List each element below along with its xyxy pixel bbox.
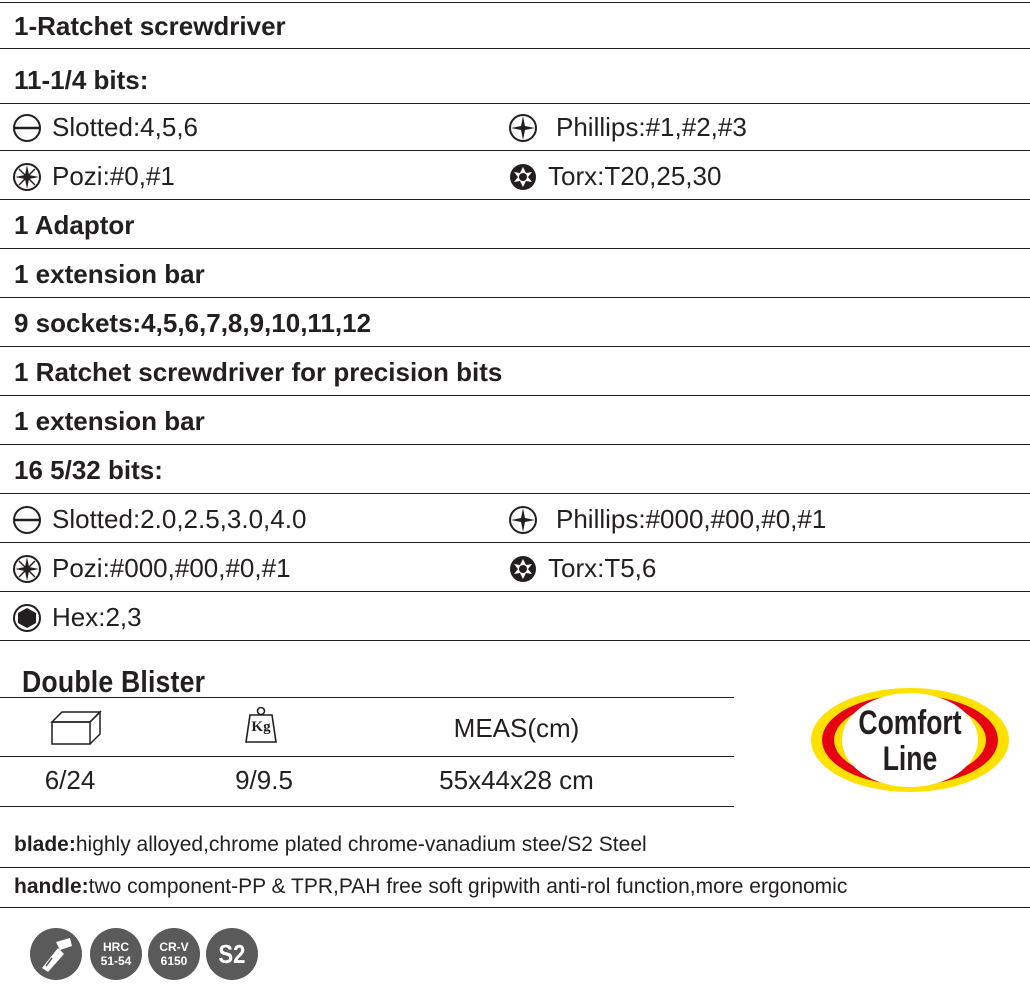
ratchet-label: 1-Ratchet screwdriver [14,11,286,41]
hrc-line2: 51-54 [100,954,132,968]
logo-line1: Comfort [858,704,962,742]
bits2-slotted-text: Slotted:2.0,2.5,3.0,4.0 [52,504,307,534]
handle-label: handle: [14,875,89,898]
row-bits2-b [0,545,1030,592]
bits2-pozi-text: Pozi:#000,#00,#0,#1 [52,553,291,583]
crv-line2: 6150 [160,954,188,968]
bits2-phillips-text: Phillips:#000,#00,#0,#1 [556,504,827,534]
bits2-title: 16 5/32 bits: [14,455,163,485]
carton-icon [50,710,102,746]
hrc-line1: HRC [103,940,129,954]
row-bits2-a [0,496,1030,543]
sockets-label: 9 sockets:4,5,6,7,8,9,10,11,12 [14,308,372,338]
row-ext1 [0,251,1030,298]
bits1-pozi [12,153,175,200]
row-bits1-title [0,57,1030,104]
blade-description [14,833,647,857]
row-adaptor [0,202,1030,249]
blade-label: blade: [14,833,76,856]
bits2-pozi [12,545,291,592]
packaging-divider [0,697,734,698]
ext2-label: 1 extension bar [14,406,205,436]
meas-header: MEAS(cm) [453,713,580,743]
bits1-phillips-text: Phillips:#1,#2,#3 [556,112,747,142]
bits2-phillips [508,496,826,543]
logo-line2: Line [882,740,938,778]
bits1-title: 11-1/4 bits: [14,65,149,95]
row-ext2 [0,398,1030,445]
bits2-torx [508,545,656,592]
bits2-hex-text: Hex:2,3 [52,602,142,632]
bits2-torx-text: Torx:T5,6 [548,553,657,583]
row-bits1-b [0,153,1030,200]
bits2-hex [12,594,142,641]
phillips-icon [508,505,538,535]
handle-text: two component-PP & TPR,PAH free soft gripwith anti-rol function,more ergonomic [88,875,848,898]
torx-icon [508,162,538,192]
row-sockets [0,300,1030,347]
s2-badge [206,928,258,980]
handle-description [14,875,847,899]
description-divider [0,907,1030,908]
packaging-divider [0,756,734,757]
packaging-title: Double Blister [22,664,206,699]
row-precision [0,349,1030,396]
comfort-line-logo [810,687,1010,793]
bits2-slotted [12,496,306,543]
s2-label: S2 [218,939,246,969]
packaging-weight: 9/9.5 [235,765,293,795]
hex-icon [12,603,42,633]
crv-badge [148,928,200,980]
row-bits2-title [0,447,1030,494]
packaging-meas: 55x44x28 cm [439,765,594,795]
crv-line1: CR-V [159,940,189,954]
packaging-divider [0,806,734,807]
bits1-pozi-text: Pozi:#0,#1 [52,161,175,191]
row-bits1-a [0,104,1030,151]
weight-icon [244,706,278,744]
bits1-torx [508,153,721,200]
bits1-slotted [12,104,198,151]
hrc-badge [90,928,142,980]
packaging-qty: 6/24 [44,765,96,795]
weight-icon-label: Kg [251,719,271,735]
bits1-torx-text: Torx:T20,25,30 [548,161,722,191]
slotted-icon [12,113,42,143]
precision-label: 1 Ratchet screwdriver for precision bits [14,357,503,387]
adaptor-label: 1 Adaptor [14,210,135,240]
description-divider [0,867,1030,868]
hammer-icon [30,928,82,980]
row-ratchet [0,2,1030,49]
pozi-icon [12,162,42,192]
pozi-icon [12,554,42,584]
row-bits2-c [0,594,1030,641]
slotted-icon [12,505,42,535]
blade-text: highly alloyed,chrome plated chrome-vanadium stee/S2 Steel [75,833,647,856]
bits1-slotted-text: Slotted:4,5,6 [52,112,198,142]
phillips-icon [508,113,538,143]
torx-icon [508,554,538,584]
ext1-label: 1 extension bar [14,259,205,289]
bits1-phillips [508,104,747,151]
